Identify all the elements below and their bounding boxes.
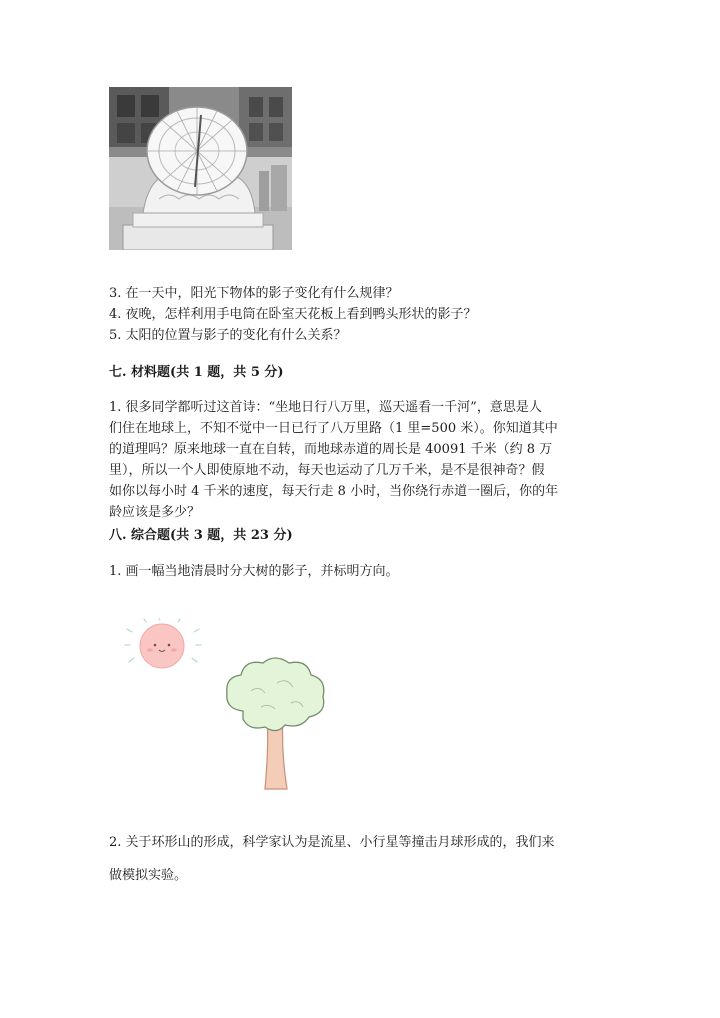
question-4: 4. 夜晚，怎样利用手电筒在卧室天花板上看到鸭头形状的影子？ [109,307,477,322]
tree-illustration [221,655,331,791]
section-7-q1-line-4: 里），所以一个人即使原地不动，每天也运动了几万千米，是不是很神奇？假 [109,463,545,478]
sundial-photo [109,87,292,250]
sun-illustration [124,618,202,676]
section-8-q2-line-2: 做模拟实验。 [109,868,188,883]
section-7-q1-line-2: 们住在地球上，不知不觉中一日已行了八万里路（1 里=500 米）。你知道其中 [109,421,558,436]
section-7-q1-line-6: 龄应该是多少？ [109,505,201,520]
section-7-q1-line-3: 的道理吗？原来地球一直在自转，而地球赤道的周长是 40091 千米（约 8 万 [109,442,553,457]
section-7-heading: 七. 材料题(共 1 题，共 5 分) [109,365,284,380]
tree-icon [221,655,331,791]
question-5: 5. 太阳的位置与影子的变化有什么关系？ [109,328,347,343]
section-8-q2-line-1: 2. 关于环形山的形成，科学家认为是流星、小行星等撞击月球形成的，我们来 [109,835,555,850]
section-7-q1-line-5: 如你以每小时 4 千米的速度，每天行走 8 小时，当你绕行赤道一圈后，你的年 [109,484,559,499]
section-8-q1: 1. 画一幅当地清晨时分大树的影子，并标明方向。 [109,564,399,579]
sun-icon [124,618,202,676]
section-8-heading: 八. 综合题(共 3 题，共 23 分) [109,528,293,543]
question-3: 3. 在一天中，阳光下物体的影子变化有什么规律？ [109,286,399,301]
section-7-q1-line-1: 1. 很多同学都听过这首诗：“坐地日行八万里，巡天遥看一千河”，意思是人 [109,400,542,415]
sundial-image [109,87,292,250]
